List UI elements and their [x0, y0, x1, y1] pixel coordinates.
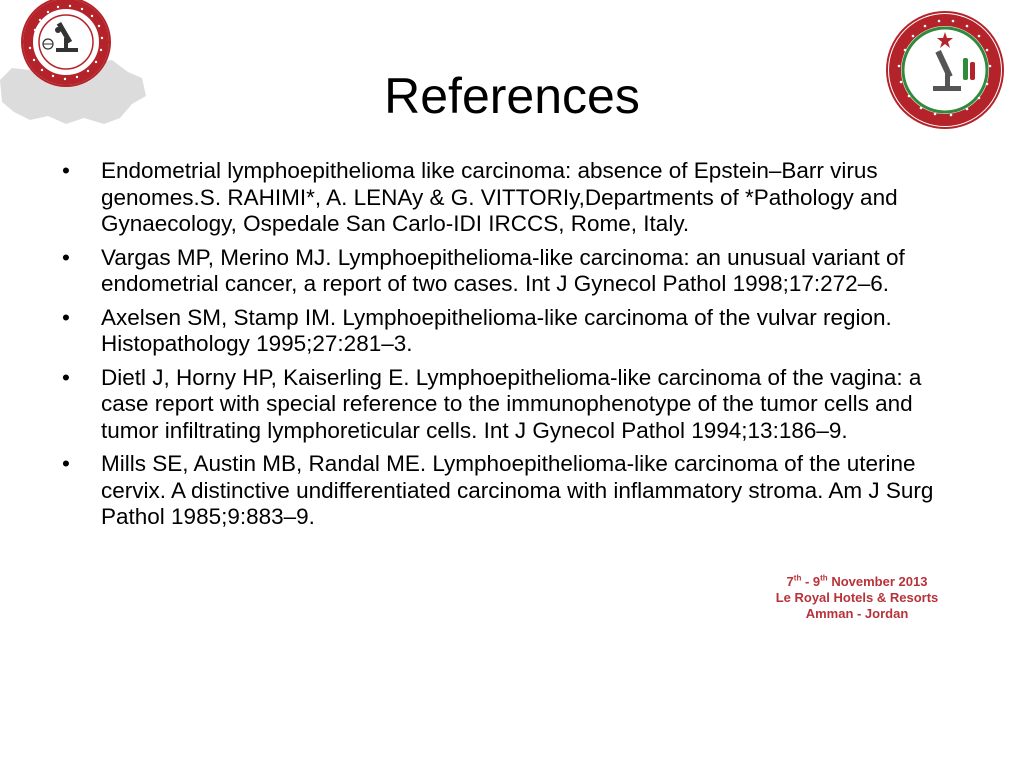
bullet-icon: •: [62, 451, 70, 476]
bullet-icon: •: [62, 158, 70, 183]
reference-text: Endometrial lymphoepithelioma like carcinoma: absence of Epstein–Barr virus genomes.S. RAHIMI*, A. LENAy & G. VITTORIy,Departments of *Pathology and Gynaecology, Ospedale San Carlo-IDI IRCCS, Rome, Italy.: [101, 158, 898, 236]
slide-title: References: [384, 68, 640, 124]
reference-text: Axelsen SM, Stamp IM. Lymphoepithelioma-like carcinoma of the vulvar region. Histopathology 1995;27:281–3.: [101, 304, 892, 356]
reference-item: [62, 451, 967, 531]
reference-text: Dietl J, Horny HP, Kaiserling E. Lymphoepithelioma-like carcinoma of the vagina: a case report with special reference to the immunophenotype of the tumor cells and tumor infiltrating lymphoreticular cells. Int J Gynecol Pathol 1994;13:186–9.: [101, 364, 922, 443]
bullet-icon: •: [62, 364, 70, 390]
event-location: Amman - Jordan: [805, 606, 909, 621]
reference-item: [62, 245, 967, 298]
reference-text: Vargas MP, Merino MJ. Lymphoepithelioma-like carcinoma: an unusual variant of endometrial cancer, a report of two cases. Int J Gynecol Pathol 1998;17:272–6.: [101, 244, 905, 296]
reference-text: Mills SE, Austin MB, Randal ME. Lymphoepithelioma-like carcinoma of the uterine cervix. A distinctive undifferentiated carcinoma with inflammatory stroma. Am J Surg Pathol 1985;9:883–9.: [101, 451, 934, 529]
event-dates: 7th - 9th November 2013: [786, 573, 928, 589]
reference-item: [62, 305, 967, 358]
reference-item: [62, 365, 967, 445]
event-info: [742, 574, 972, 622]
reference-item: [62, 158, 967, 238]
bullet-icon: •: [62, 304, 70, 330]
bullet-icon: •: [62, 244, 70, 270]
event-venue: Le Royal Hotels & Resorts: [775, 590, 939, 605]
references-list: [62, 158, 967, 538]
